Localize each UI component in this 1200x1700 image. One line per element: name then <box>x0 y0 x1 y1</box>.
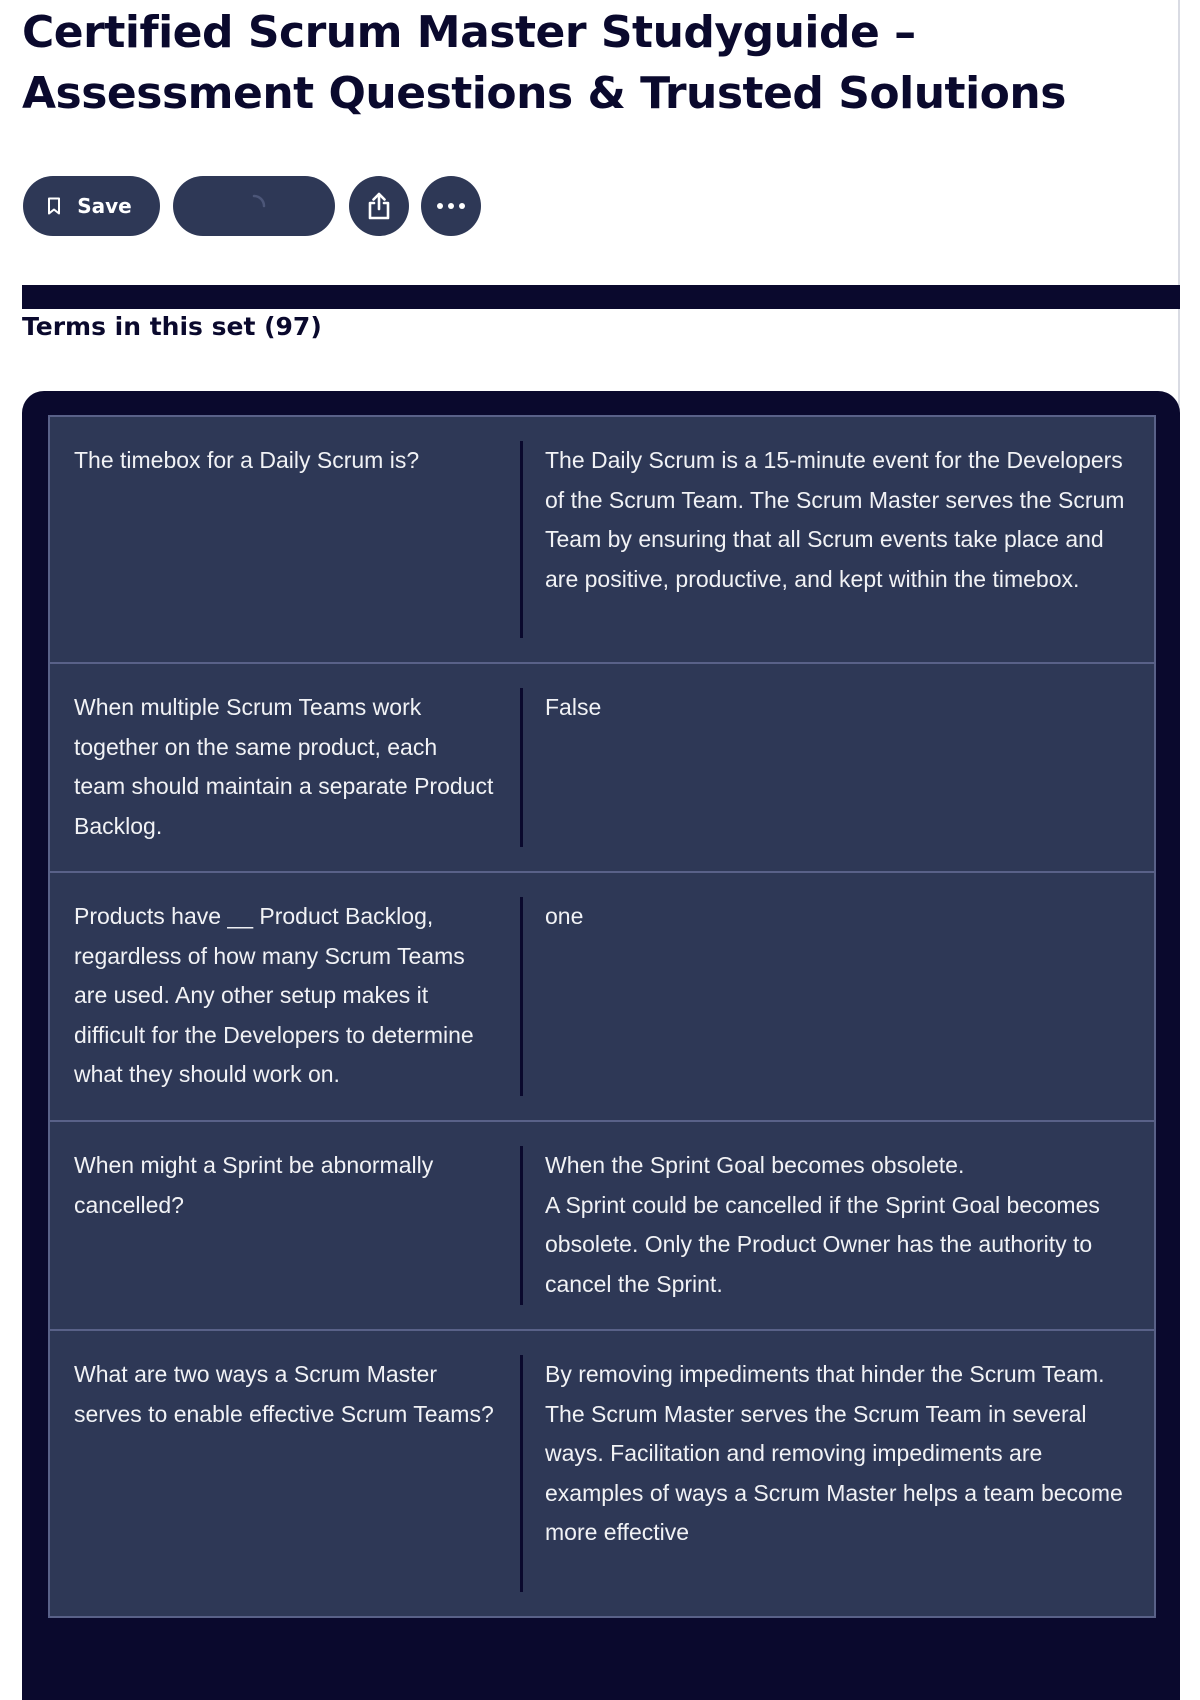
spinner-icon <box>241 193 267 219</box>
term-text: The timebox for a Daily Scrum is? <box>74 447 420 473</box>
share-icon <box>365 191 393 221</box>
term-text: Products have __ Product Backlog, regardless of how many Scrum Teams are used. Any other setup makes it difficult for the Developers to determine what they should work on. <box>74 903 474 1087</box>
term-divider <box>520 1146 523 1305</box>
bookmark-icon <box>47 197 61 215</box>
more-options-button[interactable] <box>421 176 481 236</box>
definition-text: The Daily Scrum is a 15-minute event for the Developers of the Scrum Team. The Scrum Master serves the Scrum Team by ensuring that all Scrum events take place and are positive, productive, and kept within the timebox. <box>545 447 1125 592</box>
definition-text: By removing impediments that hinder the Scrum Team. The Scrum Master serves the Scrum Team in several ways. Facilitation and removing impediments are examples of ways a Scrum Master helps a team become more effective <box>545 1361 1123 1545</box>
term-card[interactable] <box>48 415 1156 664</box>
save-button[interactable] <box>23 176 160 236</box>
term-text: When multiple Scrum Teams work together on the same product, each team should maintain a separate Product Backlog. <box>74 694 494 839</box>
term-divider <box>520 897 523 1096</box>
page-title: Certified Scrum Master Studyguide – Assessment Questions & Trusted Solutions <box>22 7 1066 119</box>
term-text: What are two ways a Scrum Master serves to enable effective Scrum Teams? <box>74 1361 494 1427</box>
term-text: When might a Sprint be abnormally cancelled? <box>74 1152 434 1218</box>
save-button-label: Save <box>77 194 132 218</box>
definition-text: When the Sprint Goal becomes obsolete. A Sprint could be cancelled if the Sprint Goal becomes obsolete. Only the Product Owner has the authority to cancel the Sprint. <box>545 1152 1100 1297</box>
loading-button[interactable] <box>173 176 335 236</box>
definition-text: one <box>545 903 584 929</box>
term-card[interactable] <box>48 1329 1156 1618</box>
definition-text: False <box>545 694 602 720</box>
term-card[interactable] <box>48 1120 1156 1331</box>
section-divider <box>22 285 1180 309</box>
term-divider <box>520 688 523 847</box>
terms-heading: Terms in this set (97) <box>22 312 322 341</box>
more-icon <box>436 202 466 210</box>
term-card[interactable] <box>48 871 1156 1122</box>
term-card[interactable] <box>48 662 1156 873</box>
share-button[interactable] <box>349 176 409 236</box>
term-divider <box>520 1355 523 1592</box>
term-divider <box>520 441 523 638</box>
